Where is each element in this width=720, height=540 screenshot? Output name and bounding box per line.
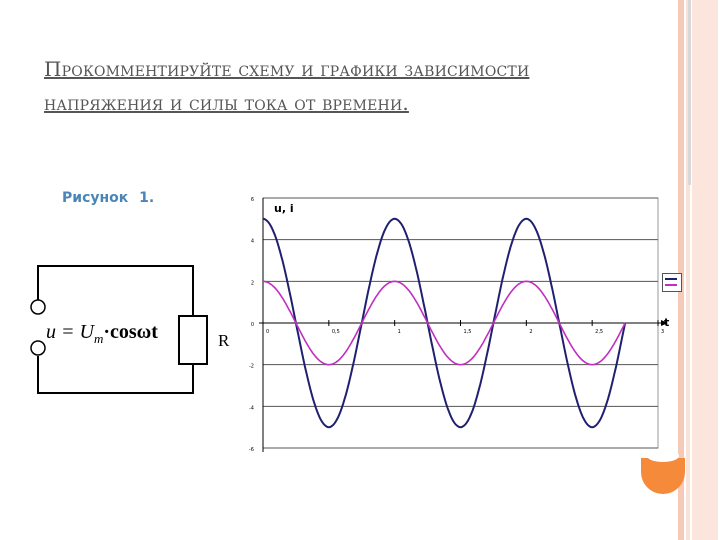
x-tick-label: 0 [266, 329, 270, 335]
y-tick-label: 0 [250, 322, 254, 328]
chart-axes [259, 198, 668, 452]
x-tick-label: 1 [397, 329, 401, 335]
decor-line [688, 0, 691, 185]
y-tick-label: 6 [250, 197, 254, 203]
legend-line-current [665, 284, 677, 286]
slide-title: Прокомментируйте схему и графики зависимости напряжения и силы тока от времени. [44, 57, 530, 115]
resistor [179, 316, 207, 364]
x-tick-label: 3 [661, 329, 665, 335]
x-tick-label: 0,5 [331, 329, 340, 335]
resistor-label: R [218, 331, 230, 350]
x-tick-label: 2,5 [595, 329, 604, 335]
circuit-diagram [28, 258, 228, 398]
y-tick-label: -6 [249, 447, 254, 453]
voltage-current-chart [244, 190, 674, 460]
x-axis-label: t [664, 316, 670, 329]
y-tick-label: 2 [250, 280, 254, 287]
terminal-bottom [31, 341, 45, 355]
legend-line-voltage [665, 278, 677, 280]
y-tick-label: -4 [249, 405, 254, 412]
terminal-top [31, 300, 45, 314]
y-tick-label: 4 [250, 238, 254, 245]
voltage-formula: $u = U_m\cdot\cos\omega t$ [46, 321, 158, 346]
y-tick-label: -2 [249, 363, 254, 370]
x-tick-label: 1,5 [463, 329, 472, 335]
figure-label: Рисунок 1. [62, 190, 155, 206]
wire-top [38, 266, 193, 316]
y-axis-label: u, i [274, 202, 294, 215]
chart-legend [662, 273, 682, 292]
wire-bottom [38, 356, 193, 393]
decor-stripe [692, 0, 718, 540]
x-tick-label: 2 [529, 329, 533, 335]
